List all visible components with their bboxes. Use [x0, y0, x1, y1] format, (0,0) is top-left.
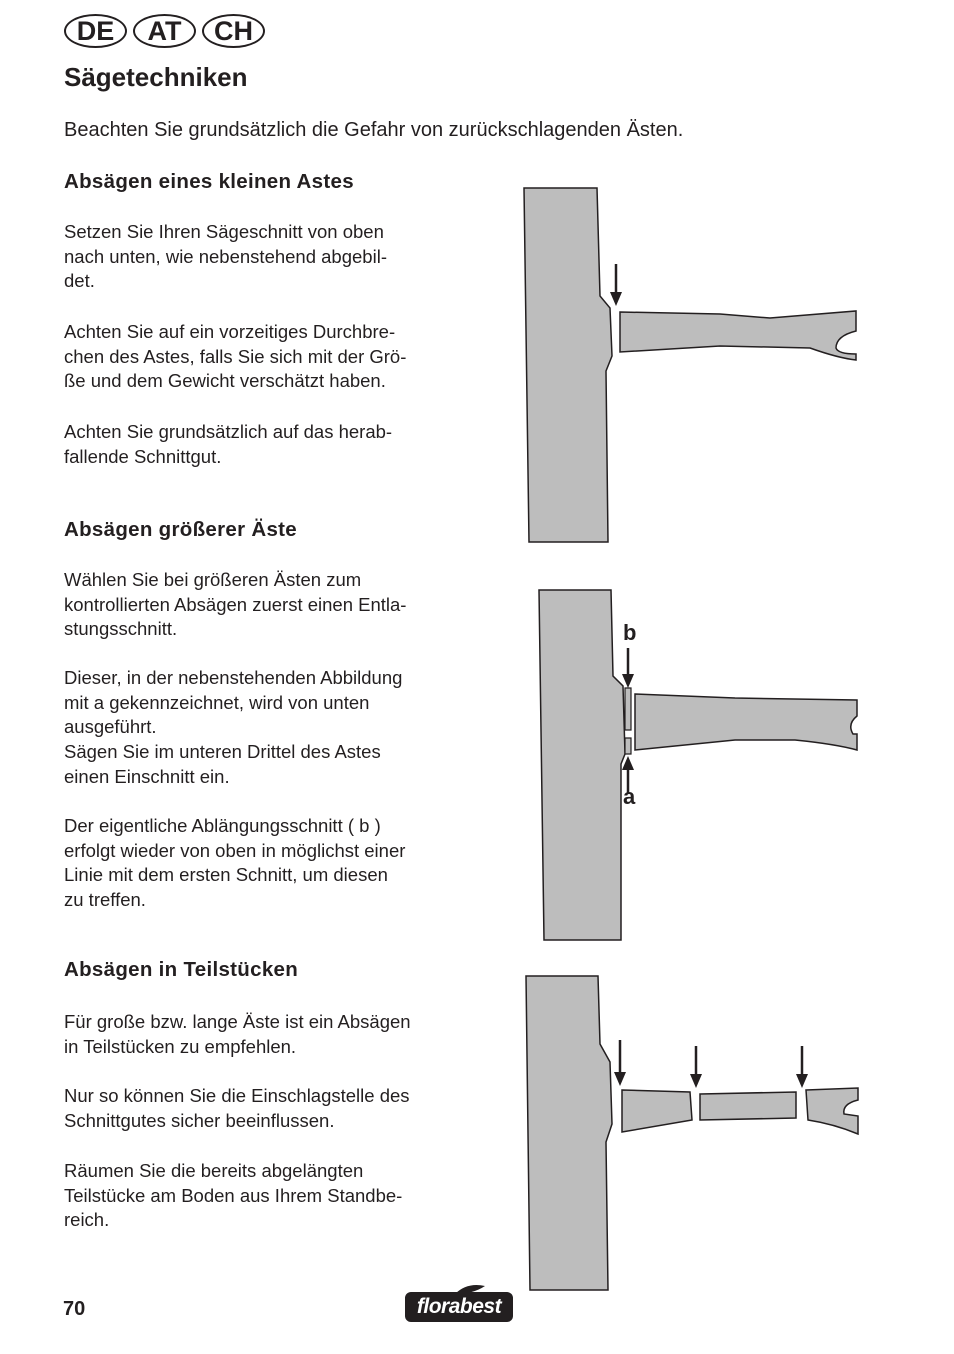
- figure-relief-cut: [535, 588, 860, 942]
- paragraph: Achten Sie auf ein vorzeitiges Durchbre- chen des Astes, falls Sie sich mit der Grö- ße und dem Gewicht verschätzt haben.: [64, 321, 407, 392]
- intro-text: Beachten Sie grundsätzlich die Gefahr von zurückschlagenden Ästen.: [64, 119, 684, 141]
- branch-stub-lower: [625, 738, 631, 754]
- paragraph: Räumen Sie die bereits abgelängten Teilstücke am Boden aus Ihrem Standbe- reich.: [64, 1160, 403, 1231]
- paragraph: Der eigentliche Ablängungsschnitt ( b ) erfolgt wieder von oben in möglichst einer Linie mit dem ersten Schnitt, um diesen zu treffen.: [64, 815, 406, 911]
- section-heading-larger-branches: Absägen größerer Äste: [64, 518, 298, 541]
- branch-stub: [625, 688, 631, 730]
- trunk: [539, 590, 625, 940]
- paragraph: Für große bzw. lange Äste ist ein Absägen in Teilstücken zu empfehlen.: [64, 1011, 411, 1057]
- section-heading-small-branch: Absägen eines kleinen Astes: [64, 170, 354, 193]
- cut-label-b: b: [623, 620, 637, 645]
- arrow-down-icon: [610, 264, 622, 306]
- cut-label-a: a: [623, 784, 636, 809]
- branch: [620, 311, 856, 360]
- arrow-down-icon: [622, 648, 634, 688]
- trunk: [526, 976, 612, 1290]
- brand-logo: [405, 1288, 515, 1324]
- paragraph: Wählen Sie bei größeren Ästen zum kontrollierten Absägen zuerst einen Entla- stungsschnitt.: [64, 569, 407, 640]
- branch-segment: [622, 1090, 692, 1132]
- arrow-down-icon: [796, 1046, 808, 1088]
- branch: [635, 694, 857, 750]
- paragraph: Setzen Sie Ihren Sägeschnitt von oben nach unten, wie nebenstehend abgebil- det.: [64, 221, 387, 292]
- language-badge: AT: [133, 14, 196, 48]
- language-badge: CH: [202, 14, 265, 48]
- figure-small-branch-cut: [520, 186, 860, 544]
- figure-partial-cuts: [524, 974, 860, 1292]
- section-heading-partial-pieces: Absägen in Teilstücken: [64, 958, 299, 981]
- brand-wordmark: florabest: [405, 1292, 513, 1322]
- page-number: 70: [63, 1298, 86, 1320]
- branch-segment: [700, 1092, 796, 1120]
- branch-segment: [806, 1088, 858, 1134]
- paragraph: Achten Sie grundsätzlich auf das herab- fallende Schnittgut.: [64, 421, 393, 467]
- paragraph: Nur so können Sie die Einschlagstelle des Schnittgutes sicher beeinflussen.: [64, 1085, 410, 1131]
- language-badges: [64, 14, 265, 48]
- arrow-down-icon: [690, 1046, 702, 1088]
- language-badge: DE: [64, 14, 127, 48]
- arrow-down-icon: [614, 1040, 626, 1086]
- trunk: [524, 188, 612, 542]
- page-title: Sägetechniken: [64, 62, 248, 92]
- paragraph: Dieser, in der nebenstehenden Abbildung mit a gekennzeichnet, wird von unten ausgeführt. Sägen Sie im unteren Drittel des Astes einen Einschnitt ein.: [64, 667, 403, 787]
